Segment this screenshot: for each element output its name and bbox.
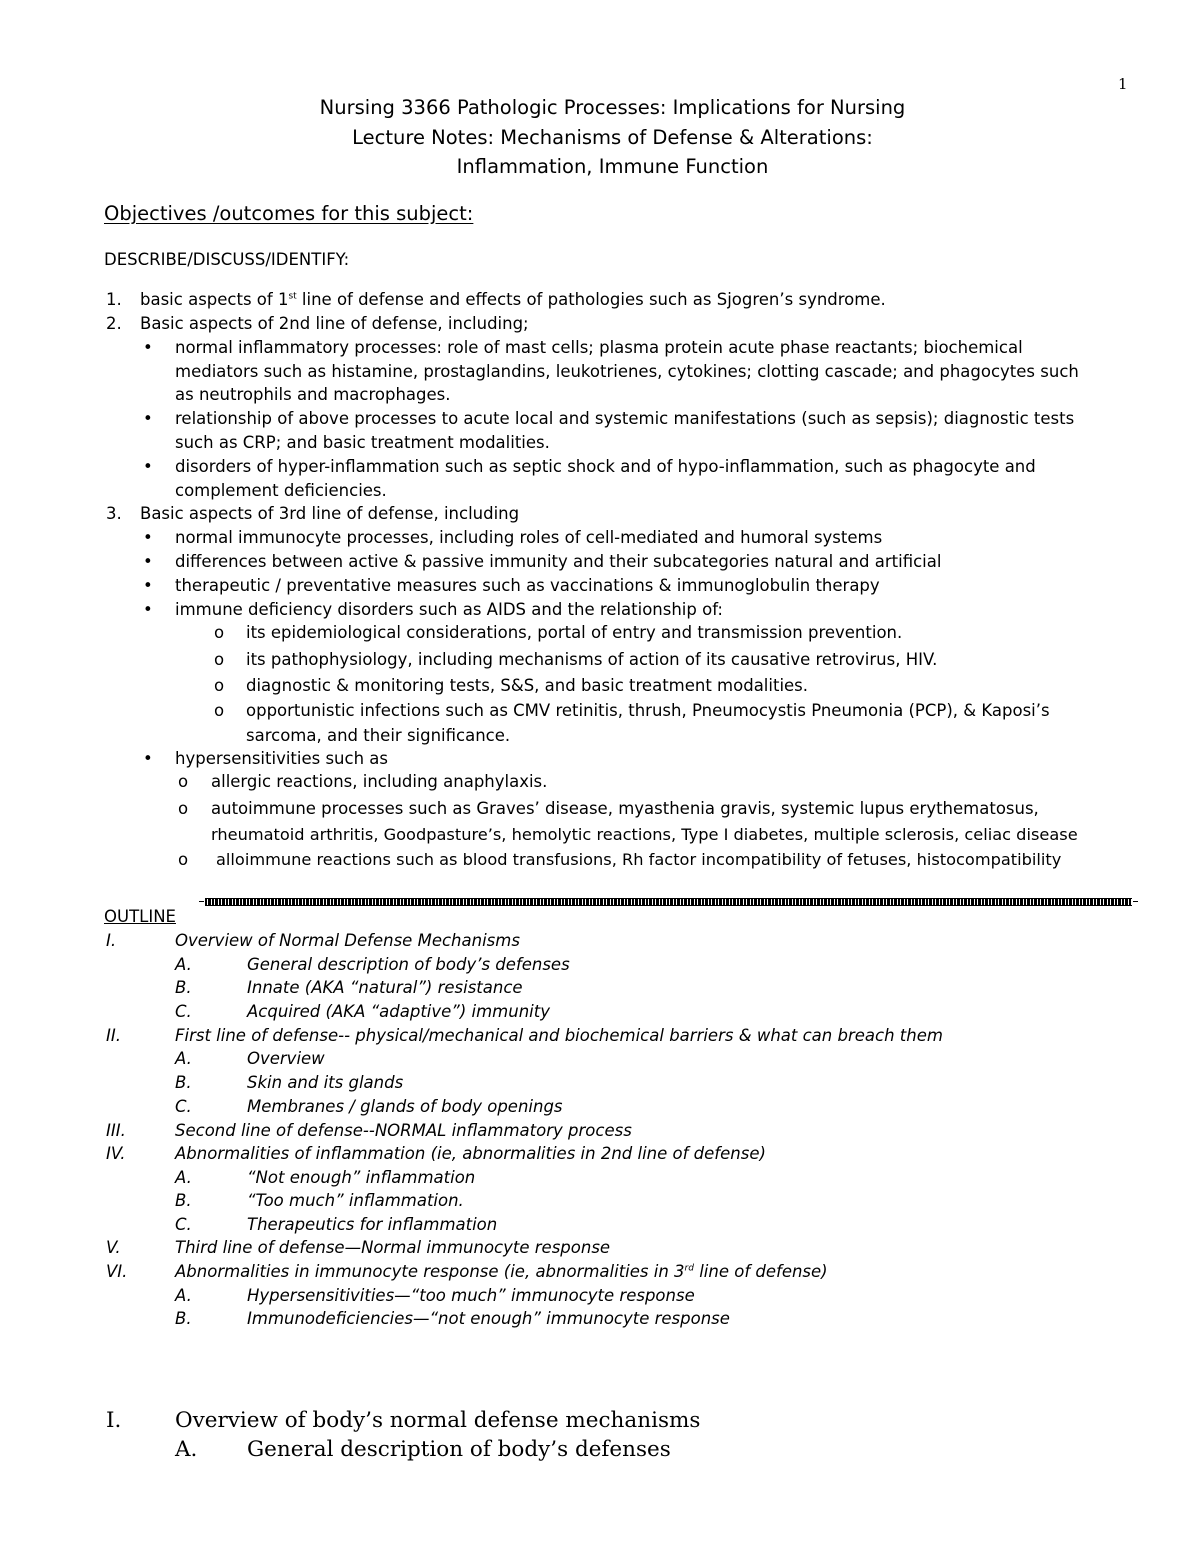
objective-line: diagnostic & monitoring tests, S&S, and basic treatment modalities. <box>246 676 809 695</box>
objective-line: complement deficiencies. <box>175 481 387 500</box>
outline-item: Acquired (AKA “adaptive”) immunity <box>247 1002 550 1021</box>
objective-line: basic aspects of 1st line of defense and effects of pathologies such as Sjogren’s syndrome. <box>140 290 886 309</box>
outline-heading: OUTLINE <box>104 907 176 926</box>
outline-letter: C. <box>175 1215 192 1234</box>
sub-bullet: o <box>178 850 189 869</box>
outline-item: Overview of Normal Defense Mechanisms <box>175 931 520 950</box>
outline-numeral: V. <box>106 1238 121 1257</box>
bullet: • <box>143 576 153 595</box>
objective-line: Basic aspects of 3rd line of defense, including <box>140 504 520 523</box>
outline-letter: C. <box>175 1002 192 1021</box>
outline-letter: C. <box>175 1097 192 1116</box>
objective-line: allergic reactions, including anaphylaxis. <box>211 772 548 791</box>
outline-item: Overview <box>247 1049 325 1068</box>
objective-line: alloimmune reactions such as blood transfusions, Rh factor incompatibility of fetuses, histocompatibility <box>216 850 1062 869</box>
outline-item: “Not enough” inflammation <box>247 1168 476 1187</box>
objective-line: its epidemiological considerations, portal of entry and transmission prevention. <box>246 623 903 642</box>
objective-line: normal inflammatory processes: role of mast cells; plasma protein acute phase reactants; biochemical <box>175 338 1023 357</box>
bullet: • <box>143 457 153 476</box>
objective-line: relationship of above processes to acute local and systemic manifestations (such as sepsis); diagnostic tests <box>175 409 1075 428</box>
dotted-separator <box>205 898 1132 906</box>
sub-bullet: o <box>178 799 189 818</box>
bullet: • <box>143 749 153 768</box>
list-marker: 3. <box>106 504 122 523</box>
objective-line: hypersensitivities such as <box>175 749 389 768</box>
objective-line: sarcoma, and their significance. <box>246 726 511 745</box>
sub-bullet: o <box>178 772 189 791</box>
bullet: • <box>143 552 153 571</box>
bullet: • <box>143 409 153 428</box>
outline-letter: A. <box>175 955 192 974</box>
outline-numeral: VI. <box>106 1262 128 1281</box>
objective-line: its pathophysiology, including mechanisms of action of its causative retrovirus, HIV. <box>246 650 938 669</box>
outline-letter: A. <box>175 1168 192 1187</box>
outline-numeral: IV. <box>106 1144 126 1163</box>
bullet: • <box>143 600 153 619</box>
outline-item: First line of defense-- physical/mechanical and biochemical barriers & what can breach them <box>175 1026 943 1045</box>
outline-item: Skin and its glands <box>247 1073 404 1092</box>
outline-numeral: II. <box>106 1026 121 1045</box>
objective-line: therapeutic / preventative measures such as vaccinations & immunoglobulin therapy <box>175 576 880 595</box>
outline-item: Therapeutics for inflammation <box>247 1215 498 1234</box>
bullet: • <box>143 528 153 547</box>
objective-line: disorders of hyper-inflammation such as septic shock and of hypo-inflammation, such as phagocyte and <box>175 457 1036 476</box>
outline-item: Hypersensitivities—“too much” immunocyte response <box>247 1286 695 1305</box>
sub-bullet: o <box>214 650 225 669</box>
outline-item: General description of body’s defenses <box>247 955 570 974</box>
doc-title-line-1: Nursing 3366 Pathologic Processes: Implications for Nursing <box>319 96 906 119</box>
outline-item: “Too much” inflammation. <box>247 1191 464 1210</box>
objective-line: mediators such as histamine, prostaglandins, leukotrienes, cytokines; clotting cascade; and phagocytes such <box>175 362 1079 381</box>
subsection-heading: General description of body’s defenses <box>247 1437 671 1462</box>
objective-line: rheumatoid arthritis, Goodpasture’s, hemolytic reactions, Type I diabetes, multiple sclerosis, celiac disease <box>211 825 1078 844</box>
outline-letter: B. <box>175 1073 192 1092</box>
describe-label: DESCRIBE/DISCUSS/IDENTIFY: <box>104 250 350 269</box>
outline-letter: B. <box>175 1191 192 1210</box>
objective-line: immune deficiency disorders such as AIDS and the relationship of: <box>175 600 723 619</box>
outline-item: Innate (AKA “natural”) resistance <box>247 978 523 997</box>
outline-item: Third line of defense—Normal immunocyte response <box>175 1238 611 1257</box>
outline-item: Immunodeficiencies—“not enough” immunocyte response <box>247 1309 730 1328</box>
doc-title-line-2: Lecture Notes: Mechanisms of Defense & Alterations: <box>352 126 873 149</box>
outline-item: Membranes / glands of body openings <box>247 1097 563 1116</box>
outline-letter: A. <box>175 1286 192 1305</box>
objective-line: such as CRP; and basic treatment modalities. <box>175 433 550 452</box>
page-number: 1 <box>1118 75 1128 93</box>
sub-bullet: o <box>214 676 225 695</box>
section-heading: Overview of body’s normal defense mechanisms <box>175 1408 701 1433</box>
doc-title-line-3: Inflammation, Immune Function <box>456 155 769 178</box>
outline-letter: B. <box>175 1309 192 1328</box>
objective-line: normal immunocyte processes, including roles of cell-mediated and humoral systems <box>175 528 883 547</box>
sub-bullet: o <box>214 623 225 642</box>
objective-line: Basic aspects of 2nd line of defense, including; <box>140 314 529 333</box>
objectives-heading: Objectives /outcomes for this subject: <box>104 202 474 225</box>
list-marker: 2. <box>106 314 122 333</box>
outline-item: Abnormalities in immunocyte response (ie, abnormalities in 3rd line of defense) <box>175 1262 828 1281</box>
objective-line: opportunistic infections such as CMV retinitis, thrush, Pneumocystis Pneumonia (PCP), & Kaposi’s <box>246 701 1050 720</box>
sub-bullet: o <box>214 701 225 720</box>
outline-letter: A. <box>175 1049 192 1068</box>
outline-numeral: III. <box>106 1121 126 1140</box>
outline-letter: B. <box>175 978 192 997</box>
objective-line: autoimmune processes such as Graves’ disease, myasthenia gravis, systemic lupus erythematosus, <box>211 799 1039 818</box>
outline-item: Abnormalities of inflammation (ie, abnormalities in 2nd line of defense) <box>175 1144 766 1163</box>
section-numeral: I. <box>106 1408 122 1433</box>
objective-line: as neutrophils and macrophages. <box>175 385 451 404</box>
list-marker: 1. <box>106 290 122 309</box>
objective-line: differences between active & passive immunity and their subcategories natural and artificial <box>175 552 942 571</box>
outline-item: Second line of defense--NORMAL inflammatory process <box>175 1121 632 1140</box>
subsection-letter: A. <box>175 1437 198 1462</box>
bullet: • <box>143 338 153 357</box>
outline-numeral: I. <box>106 931 117 950</box>
